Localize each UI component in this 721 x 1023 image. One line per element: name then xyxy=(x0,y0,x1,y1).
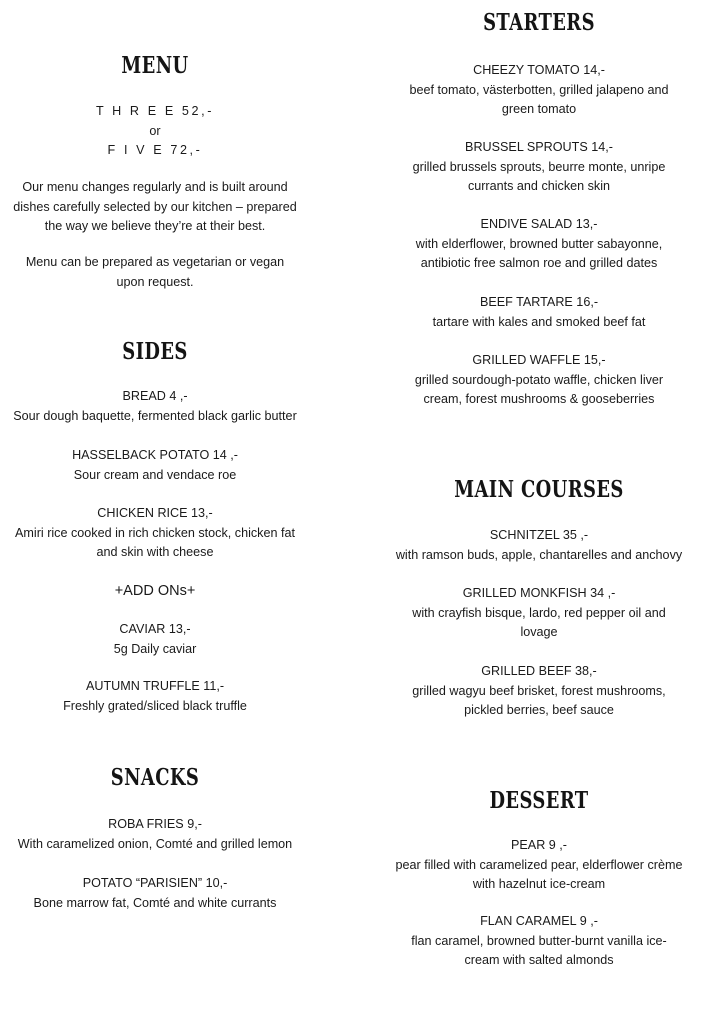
item-description: 5g Daily caviar xyxy=(113,641,197,656)
dessert-heading: DESSERT xyxy=(489,787,589,814)
item-description: pear filled with caramelized pear, elderflower crème xyxy=(395,857,683,872)
menu-item xyxy=(384,526,694,565)
item-description: with elderflower, browned butter sabayonne, xyxy=(415,236,663,251)
menu-item xyxy=(384,912,694,971)
menu-item xyxy=(2,815,308,854)
menu-item xyxy=(2,620,308,659)
item-name: CHEEZY TOMATO 14,- xyxy=(473,63,605,77)
addons-label: +ADD ONs+ xyxy=(114,583,196,599)
five-course-option: F I V E 72,- xyxy=(107,143,203,157)
item-description: flan caramel, browned butter-burnt vanilla ice- xyxy=(411,933,667,948)
item-description: currants and chicken skin xyxy=(467,179,611,193)
menu-options xyxy=(2,102,308,161)
menu-item xyxy=(384,138,694,197)
item-description: Bone marrow fat, Comté and white currants xyxy=(33,895,277,910)
menu-item xyxy=(384,61,694,120)
three-course-option: T H R E E 52,- xyxy=(95,104,215,118)
item-description: Sour dough baquette, fermented black garlic butter xyxy=(13,408,297,423)
item-description: beef tomato, västerbotten, grilled jalapeno and xyxy=(409,82,669,97)
item-name: HASSELBACK POTATO 14 ,- xyxy=(72,448,238,462)
item-name: CAVIAR 13,- xyxy=(119,622,191,636)
item-name: SCHNITZEL 35 ,- xyxy=(489,528,589,542)
item-description: cream, forest mushrooms & gooseberries xyxy=(423,392,655,406)
main-courses-heading: MAIN COURSES xyxy=(454,476,624,503)
item-description: with crayfish bisque, lardo, red pepper oil and xyxy=(412,605,666,620)
item-name: POTATO “PARISIEN” 10,- xyxy=(82,876,228,890)
item-description: Amiri rice cooked in rich chicken stock, chicken fat xyxy=(15,525,295,540)
about-line: dishes carefully selected by our kitchen – prepared xyxy=(13,199,297,214)
menu-item xyxy=(2,874,308,913)
sides-heading: SIDES xyxy=(122,338,188,365)
menu-item xyxy=(384,662,694,721)
item-description: With caramelized onion, Comté and grilled lemon xyxy=(17,836,293,851)
menu-heading: MENU xyxy=(121,52,189,79)
item-name: BEEF TARTARE 16,- xyxy=(479,295,599,309)
item-description: with ramson buds, apple, chantarelles and anchovy xyxy=(395,547,683,562)
or-text: or xyxy=(149,123,161,138)
item-name: GRILLED BEEF 38,- xyxy=(481,664,597,678)
item-name: ROBA FRIES 9,- xyxy=(108,817,202,831)
item-name: AUTUMN TRUFFLE 11,- xyxy=(85,679,225,693)
item-description: tartare with kales and smoked beef fat xyxy=(432,314,646,329)
menu-item xyxy=(2,677,308,716)
vegan-note-line: Menu can be prepared as vegetarian or vegan xyxy=(25,255,285,269)
menu-item xyxy=(384,293,694,332)
vegan-note xyxy=(2,253,308,292)
item-name: BRUSSEL SPROUTS 14,- xyxy=(465,140,613,154)
item-name: CHICKEN RICE 13,- xyxy=(97,506,213,520)
item-description: lovage xyxy=(520,625,558,639)
item-description: Freshly grated/sliced black truffle xyxy=(63,698,247,713)
item-description: Sour cream and vendace roe xyxy=(73,467,237,482)
right-column xyxy=(384,0,694,1023)
item-description: cream with salted almonds xyxy=(464,953,614,967)
left-column xyxy=(2,0,308,1023)
item-name: GRILLED WAFFLE 15,- xyxy=(472,353,606,367)
starters-heading: STARTERS xyxy=(483,9,595,36)
menu-item xyxy=(384,584,694,643)
item-name: PEAR 9 ,- xyxy=(511,838,567,852)
item-description: with hazelnut ice-cream xyxy=(472,877,606,891)
item-description: pickled berries, beef sauce xyxy=(464,703,614,717)
item-description: grilled wagyu beef brisket, forest mushrooms, xyxy=(412,683,666,698)
item-description: and skin with cheese xyxy=(96,545,214,559)
about-line: the way we believe they’re at their best. xyxy=(44,219,266,233)
item-description: antibiotic free salmon roe and grilled dates xyxy=(420,256,658,270)
item-name: GRILLED MONKFISH 34 ,- xyxy=(462,586,616,600)
menu-item xyxy=(384,836,694,895)
item-name: ENDIVE SALAD 13,- xyxy=(480,217,598,231)
item-name: FLAN CARAMEL 9 ,- xyxy=(480,914,598,928)
item-description: grilled brussels sprouts, beurre monte, unripe xyxy=(412,159,666,174)
item-name: BREAD 4 ,- xyxy=(122,389,188,403)
menu-item xyxy=(2,387,308,426)
menu-item xyxy=(384,215,694,274)
snacks-heading: SNACKS xyxy=(110,764,200,791)
item-description: green tomato xyxy=(501,102,577,116)
menu-about xyxy=(2,178,308,237)
item-description: grilled sourdough-potato waffle, chicken liver xyxy=(414,372,664,387)
menu-item xyxy=(384,351,694,410)
vegan-note-line: upon request. xyxy=(116,274,194,289)
menu-item xyxy=(2,504,308,563)
menu-item xyxy=(2,446,308,485)
about-line: Our menu changes regularly and is built around xyxy=(22,180,288,194)
